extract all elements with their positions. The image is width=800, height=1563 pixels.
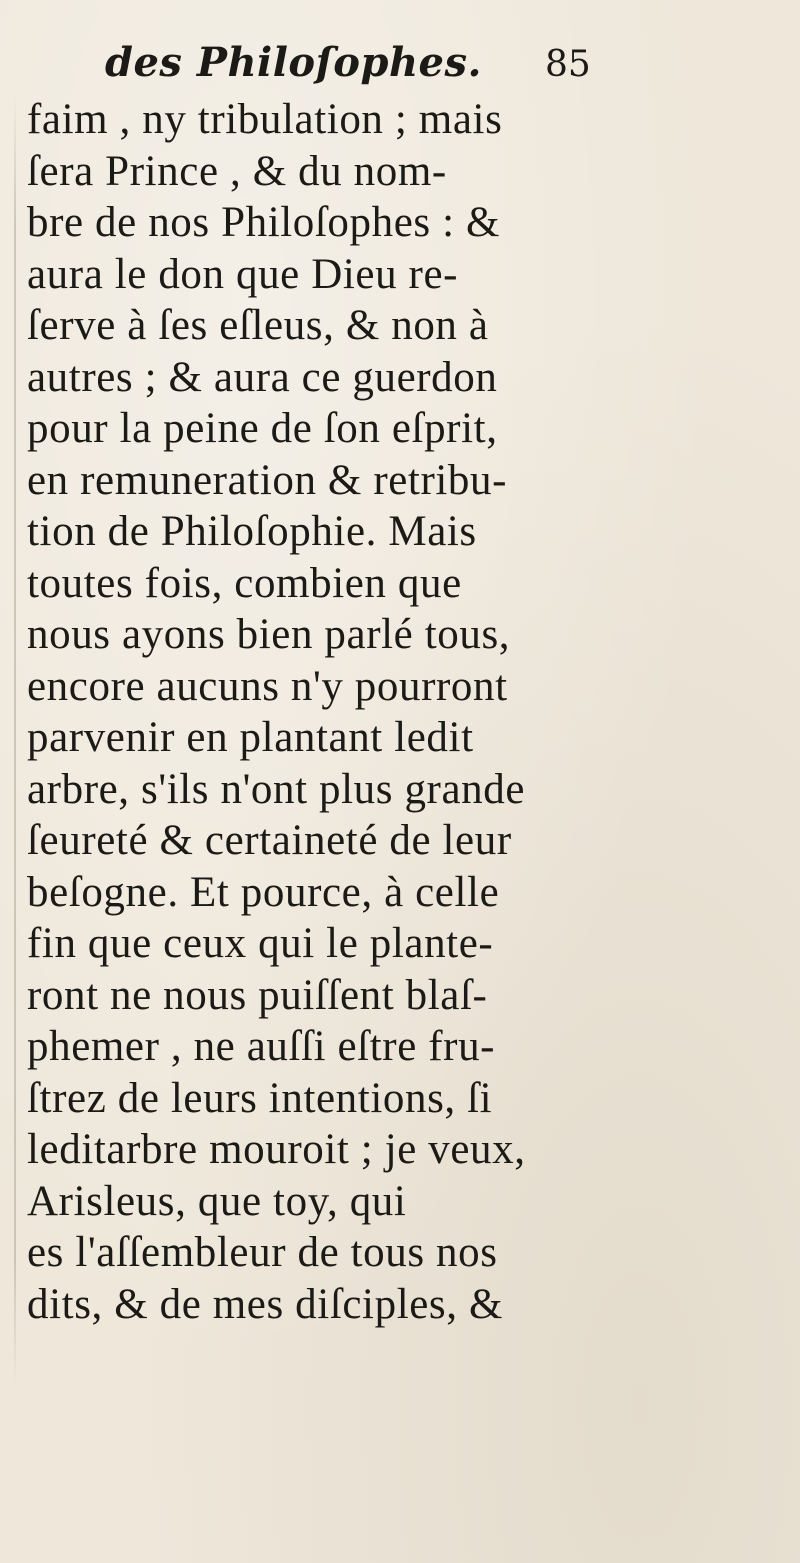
text-line: parvenir en plantant ledit [27,714,474,761]
text-line: leditarbre mouroit ; je veux, [27,1126,526,1173]
text-line: pour la peine de ſon eſprit, [27,405,498,452]
text-line: phemer , ne auſſi eſtre fru- [27,1023,496,1070]
text-line: autres ; & aura ce guerdon [27,353,498,401]
text-line: beſogne. Et pource, à celle [27,868,500,916]
gutter-shadow [14,95,16,1385]
text-line: fin que ceux qui le plante- [27,920,494,967]
text-line: encore aucuns n'y pourront [27,662,508,710]
page-header [105,38,625,88]
text-line: toutes fois, combien que [27,559,462,607]
text-line: aura le don que Dieu re- [27,250,459,298]
text-line: ront ne nous puiſſent blaſ- [27,971,488,1019]
text-line: en remuneration & retribu- [27,456,508,504]
text-line: faim , ny tribulation ; mais [27,96,503,143]
running-title: des Philoſophes. [105,39,482,86]
text-line: bre de nos Philoſophes : & [27,199,501,246]
text-line: ſera Prince , & du nom- [27,147,447,195]
text-line: tion de Philoſophie. Mais [27,508,477,555]
text-line: Arisleus, que toy, qui [27,1177,407,1225]
text-line: es l'aſſembleur de tous nos [27,1229,498,1276]
body-text [27,94,787,1330]
text-line: arbre, s'ils n'ont plus grande [27,765,526,813]
text-line: ſtrez de leurs intentions, ſi [27,1074,493,1122]
text-line: ſerve à ſes eſleus, & non à [27,302,489,349]
text-line: ſeureté & certaineté de leur [27,817,512,864]
text-line: nous ayons bien parlé tous, [27,611,511,658]
text-line: dits, & de mes diſciples, & [27,1280,504,1328]
page-number: 85 [545,44,591,85]
